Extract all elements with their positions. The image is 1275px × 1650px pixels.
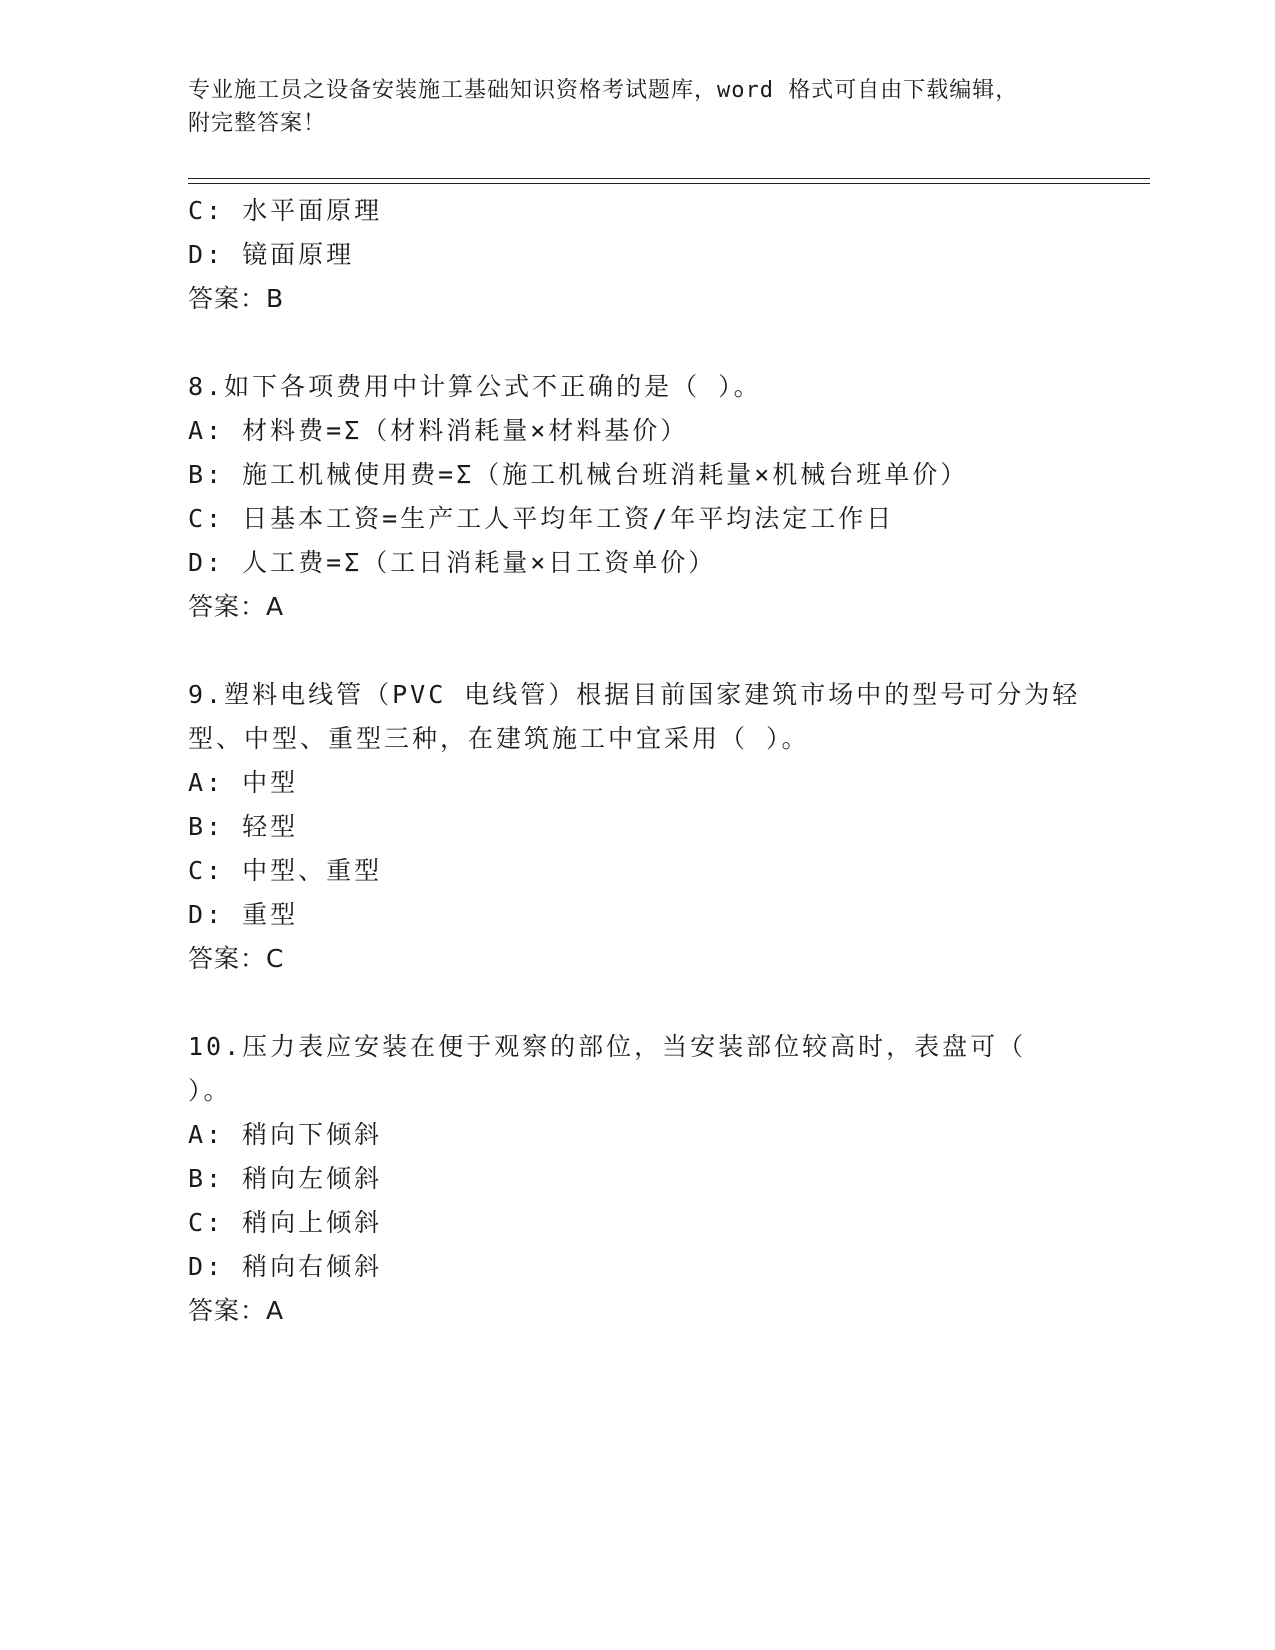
q7-option-c: C: 水平面原理 [188, 196, 383, 225]
q8-option-a: A: 材料费=Σ（材料消耗量×材料基价） [188, 416, 689, 445]
header-line-1: 专业施工员之设备安装施工基础知识资格考试题库，word 格式可自由下载编辑， [188, 78, 1019, 103]
q9-stem-line-1: 9.塑料电线管（PVC 电线管）根据目前国家建筑市场中的型号可分为轻 [188, 680, 1081, 709]
q10-option-b: B: 稍向左倾斜 [188, 1164, 383, 1193]
q8-stem: 8.如下各项费用中计算公式不正确的是（ ）。 [188, 372, 762, 401]
q8-option-c: C: 日基本工资=生产工人平均年工资/年平均法定工作日 [188, 504, 895, 533]
header-rule-bottom [188, 183, 1150, 184]
q9-option-a: A: 中型 [188, 768, 299, 797]
q8-option-d: D: 人工费=Σ（工日消耗量×日工资单价） [188, 548, 717, 577]
q9-stem-line-2: 型、中型、重型三种，在建筑施工中宜采用（ ）。 [188, 724, 810, 753]
document-header [188, 74, 1088, 140]
q9-option-b: B: 轻型 [188, 812, 299, 841]
q10-stem-line-1: 10.压力表应安装在便于观察的部位，当安装部位较高时，表盘可（ [188, 1032, 1027, 1061]
q8-answer: 答案：A [188, 592, 285, 621]
q10-option-d: D: 稍向右倾斜 [188, 1252, 383, 1281]
q10-answer: 答案：A [188, 1296, 285, 1325]
header-rule-top [188, 178, 1150, 179]
q9-answer: 答案：C [188, 944, 285, 973]
q10-stem-line-2: ）。 [188, 1076, 232, 1105]
header-line-2: 附完整答案！ [188, 111, 327, 136]
q7-option-d: D: 镜面原理 [188, 240, 355, 269]
q9-option-d: D: 重型 [188, 900, 299, 929]
q10-option-a: A: 稍向下倾斜 [188, 1120, 383, 1149]
q8-option-b: B: 施工机械使用费=Σ（施工机械台班消耗量×机械台班单价） [188, 460, 969, 489]
q7-answer: 答案：B [188, 284, 285, 313]
q9-option-c: C: 中型、重型 [188, 856, 383, 885]
q10-option-c: C: 稍向上倾斜 [188, 1208, 383, 1237]
